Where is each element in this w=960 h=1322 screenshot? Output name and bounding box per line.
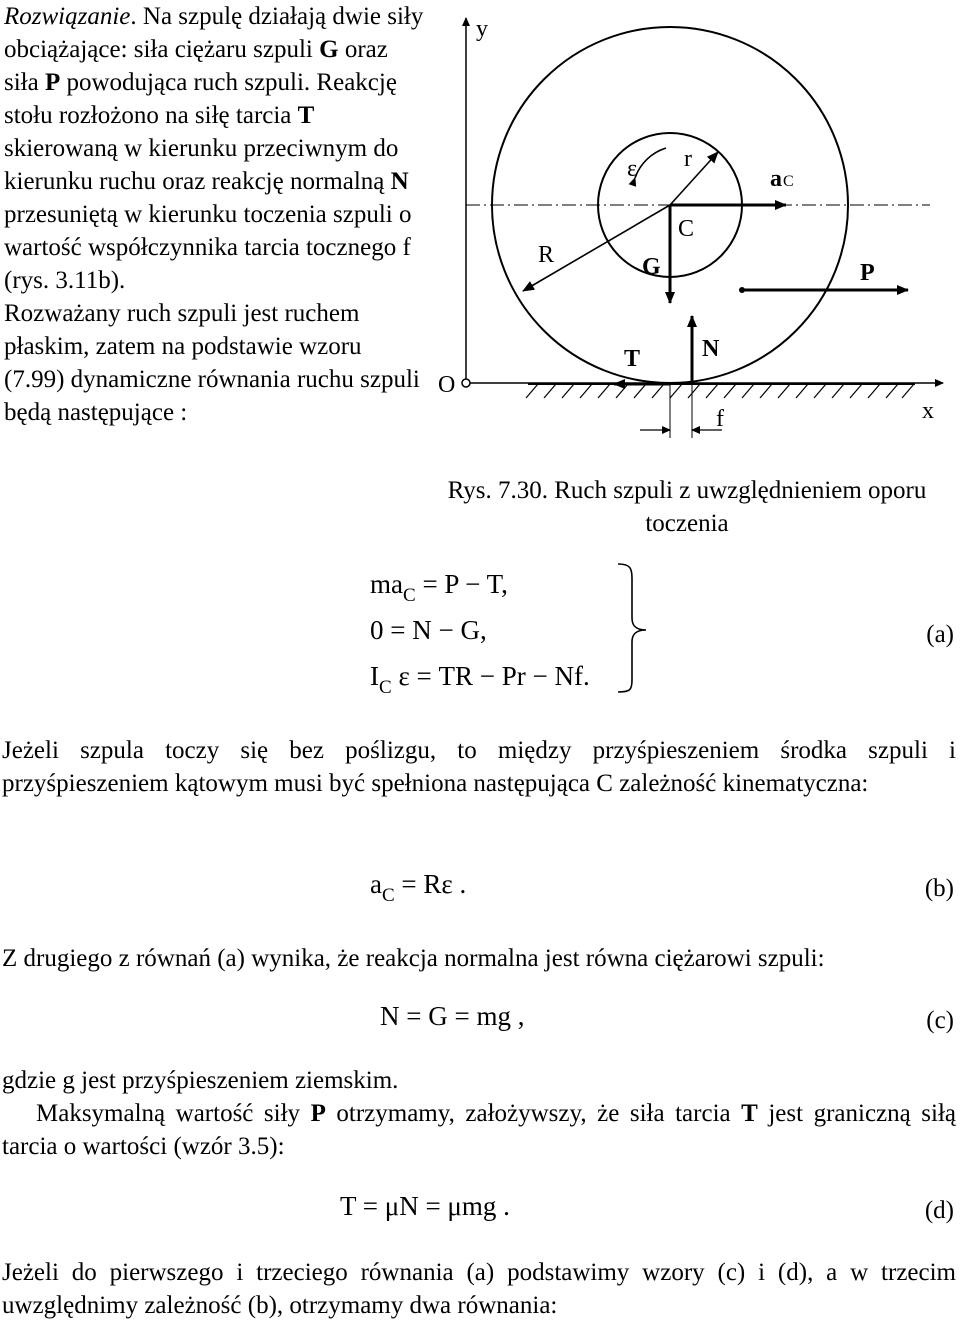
equation-c: N = G = mg , xyxy=(380,1001,525,1031)
paragraph-gravity: gdzie g jest przyśpieszeniem ziemskim. Maksymalną wartość siły P otrzymamy, założywszy, że siła tarcia T jest graniczną siłą tarcia o wartości (wzór 3.5): xyxy=(2,1064,956,1163)
epsilon-arc-arrow xyxy=(635,148,666,178)
label-O: O xyxy=(438,372,456,398)
intro-paragraph-2: Rozważany ruch szpuli jest ruchem płaskim, zatem na podstawie wzoru (7.99) dynamiczne równania ruchu szpuli będą następujące : xyxy=(4,300,420,426)
equation-c-label: (c) xyxy=(926,1007,954,1034)
paragraph-normal-reaction: Z drugiego z równań (a) wynika, że reakcja normalna jest równa ciężarowi szpuli: xyxy=(2,945,825,972)
paragraph-max-force: Maksymalną wartość siły P otrzymamy, założywszy, że siła tarcia T jest graniczną siłą tarcia o wartości (wzór 3.5): xyxy=(2,1100,956,1160)
radius-r-arrow xyxy=(670,152,718,205)
equation-b-label: (b) xyxy=(924,875,954,902)
intro-paragraph-1: Rozwiązanie. Na szpulę działają dwie siły obciążające: siła ciężaru szpuli G oraz siła P powodująca ruch szpuli. Reakcję stołu rozłożono na siłę tarcia T skierowaną w kierunku przeciwnym do kierunku ruchu oraz reakcję normalną N przesuniętą w kierunku toczenia szpuli o wartość współczynnika tarcia tocznego f (rys. 3.11b). xyxy=(4,3,424,294)
label-G: G xyxy=(642,254,661,280)
paragraph-kinematic: Jeżeli szpula toczy się bez poślizgu, to między przyśpieszeniem środka szpuli i przyśpieszeniem kątowym musi być spełniona następująca C zależność kinematyczna: xyxy=(2,737,956,797)
label-ac: aC xyxy=(770,166,794,192)
label-R: R xyxy=(538,242,555,268)
equation-a-line-3: $I_C$ ε = TR − Pr − Nf. xyxy=(370,661,590,698)
force-P-origin xyxy=(739,287,745,293)
label-P: P xyxy=(860,260,875,286)
equation-b: $a_C = R\varepsilon$ . xyxy=(370,869,467,906)
label-N: N xyxy=(702,336,720,362)
intro-lead: Rozwiązanie xyxy=(4,3,131,30)
equation-d: T = μN = μmg . xyxy=(340,1191,510,1221)
label-T: T xyxy=(624,346,641,372)
label-C: C xyxy=(678,216,695,242)
label-f: f xyxy=(716,406,724,432)
figure-caption: Rys. 7.30. Ruch szpuli z uwzględnieniem oporu toczenia xyxy=(447,477,927,537)
origin-point xyxy=(462,379,470,387)
equation-a-label: (a) xyxy=(926,621,954,648)
equation-a-line-2: 0 = N − G, xyxy=(370,615,487,645)
ground-hatch xyxy=(526,384,914,398)
intro-text xyxy=(4,0,424,429)
equation-a-brace xyxy=(616,562,650,694)
paragraph-substitution: Jeżeli do pierwszego i trzeciego równania (a) podstawimy wzory (c) i (d), a w trzecim uwzględnimy zależność (b), otrzymamy dwa równania: xyxy=(2,1259,956,1319)
label-epsilon: ε xyxy=(627,156,638,182)
label-x: x xyxy=(922,398,934,424)
label-r: r xyxy=(684,146,692,172)
equation-d-label: (d) xyxy=(924,1197,954,1224)
spool-figure xyxy=(430,0,960,470)
label-y: y xyxy=(476,16,488,42)
equation-a-line-1: $ma_C = P - T$, xyxy=(370,569,508,606)
